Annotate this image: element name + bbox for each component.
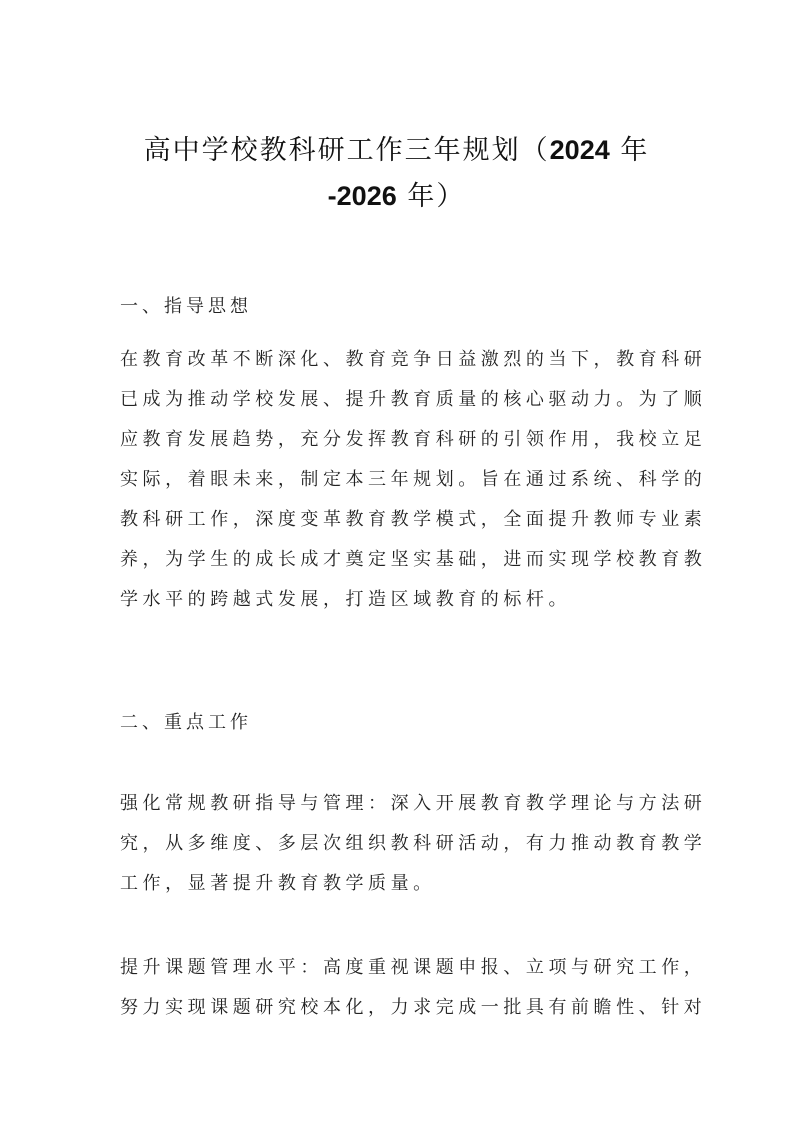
paragraph-line: 实际，着眼未来，制定本三年规划。旨在通过系统、科学的 [120,469,707,490]
title-year-end-suffix: 年） [396,181,466,212]
paragraph-line: 强化常规教研指导与管理：深入开展教育教学理论与方法研 [120,793,707,814]
document-title-line-2 [0,174,793,213]
paragraph-line: 已成为推动学校发展、提升教育质量的核心驱动力。为了顺 [120,389,707,410]
paragraph-line: 学水平的跨越式发展，打造区域教育的标杆。 [120,589,571,610]
title-year-suffix: 年 [609,135,650,166]
title-year-end: -2026 [327,181,397,211]
paragraph-line: 养，为学生的成长成才奠定坚实基础，进而实现学校教育教 [120,549,707,570]
paragraph-line: 努力实现课题研究校本化，力求完成一批具有前瞻性、针对 [120,997,707,1018]
paragraph-line: 教科研工作，深度变革教育教学模式，全面提升教师专业素 [120,509,707,530]
paragraph-line: 提升课题管理水平：高度重视课题申报、立项与研究工作， [120,957,707,978]
paragraph-line: 在教育改革不断深化、教育竞争日益激烈的当下，教育科研 [120,349,707,370]
section-heading-key-work: 二、重点工作 [120,712,252,733]
paragraph-line: 究，从多维度、多层次组织教科研活动，有力推动教育教学 [120,833,707,854]
title-year-start: 2024 [549,135,610,165]
paragraph-line: 应教育发展趋势，充分发挥教育科研的引领作用，我校立足 [120,429,707,450]
paragraph-line: 工作，显著提升教育教学质量。 [120,873,436,894]
section-heading-guiding-ideology: 一、指导思想 [120,296,252,317]
title-text: 高中学校教科研工作三年规划（ [143,135,550,166]
document-title-line-1 [0,128,793,167]
